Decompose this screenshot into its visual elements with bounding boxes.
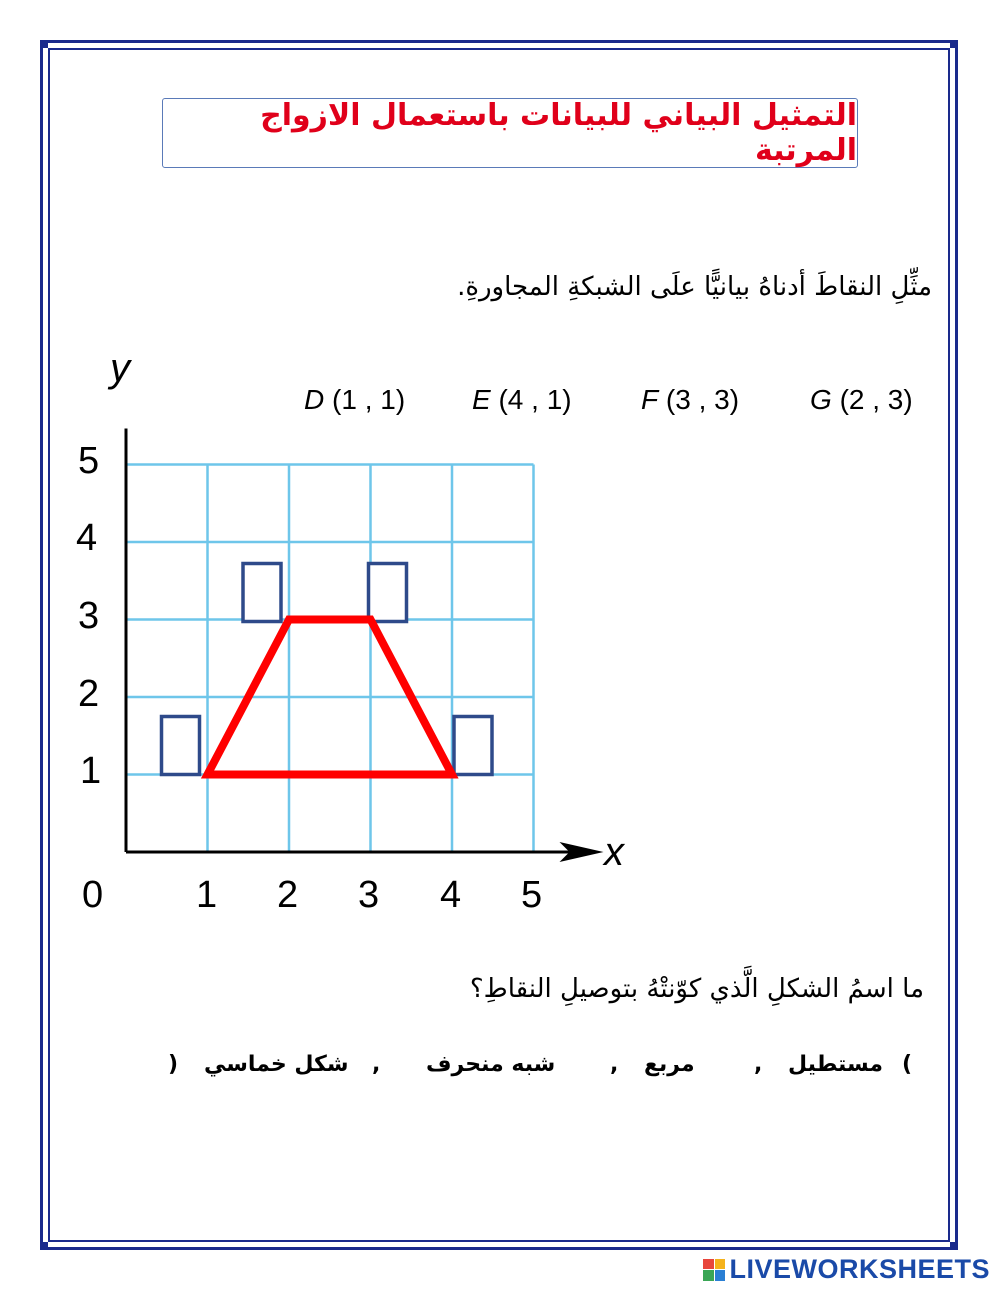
question-text: ما اسمُ الشكلِ الَّذي كوّنتْهُ بتوصيلِ النقاطِ؟ (469, 974, 924, 1004)
y-tick-label: 5 (78, 440, 100, 482)
choice-pentagon[interactable]: شكل خماسي (204, 1052, 349, 1077)
y-tick-label: 3 (78, 595, 100, 637)
y-tick-label: 4 (76, 517, 98, 559)
x-tick-label: 0 (82, 874, 104, 916)
point-coords: (3 , 3) (665, 384, 740, 415)
x-axis-label: x (604, 830, 624, 874)
point-name: G (810, 384, 832, 415)
answer-box (454, 717, 492, 775)
x-tick-label: 1 (196, 874, 218, 916)
close-paren: ) (168, 1052, 179, 1077)
y-tick-label: 1 (80, 750, 102, 792)
point-name: E (472, 384, 491, 415)
answer-box (369, 564, 407, 622)
x-tick-label: 5 (521, 874, 543, 916)
y-axis-label: y (110, 346, 130, 390)
choice-square[interactable]: مربع (644, 1052, 695, 1077)
brand-name: LIVEWORKSHEETS (729, 1254, 990, 1284)
x-tick-label: 4 (440, 874, 462, 916)
footer-brand (703, 1254, 990, 1285)
choice-rectangle[interactable]: مستطيل (788, 1052, 884, 1077)
answer-choices (168, 1052, 918, 1092)
open-paren: ( (902, 1052, 913, 1077)
point-name: D (304, 384, 325, 415)
point-coords: (1 , 1) (332, 384, 406, 415)
x-tick-label: 2 (277, 874, 299, 916)
point-coords: (4 , 1) (498, 384, 572, 415)
choice-separator: , (372, 1052, 381, 1077)
answer-box (243, 564, 281, 622)
answer-box (162, 717, 200, 775)
page-title: التمثيل البياني للبيانات باستعمال الازواج المرتبة (260, 98, 857, 168)
point-name: F (641, 384, 659, 415)
instruction-text: مثِّلِ النقاطَ أدناهُ بيانيًّا علَى الشبكةِ المجاورةِ. (457, 272, 932, 302)
point-coords: (2 , 3) (839, 384, 913, 415)
choice-trapezoid[interactable]: شبه منحرف (426, 1052, 556, 1077)
x-tick-label: 3 (358, 874, 380, 916)
choice-separator: , (610, 1052, 619, 1077)
liveworksheets-logo-icon (703, 1259, 725, 1281)
choice-separator: , (754, 1052, 763, 1077)
y-tick-label: 2 (78, 673, 100, 715)
